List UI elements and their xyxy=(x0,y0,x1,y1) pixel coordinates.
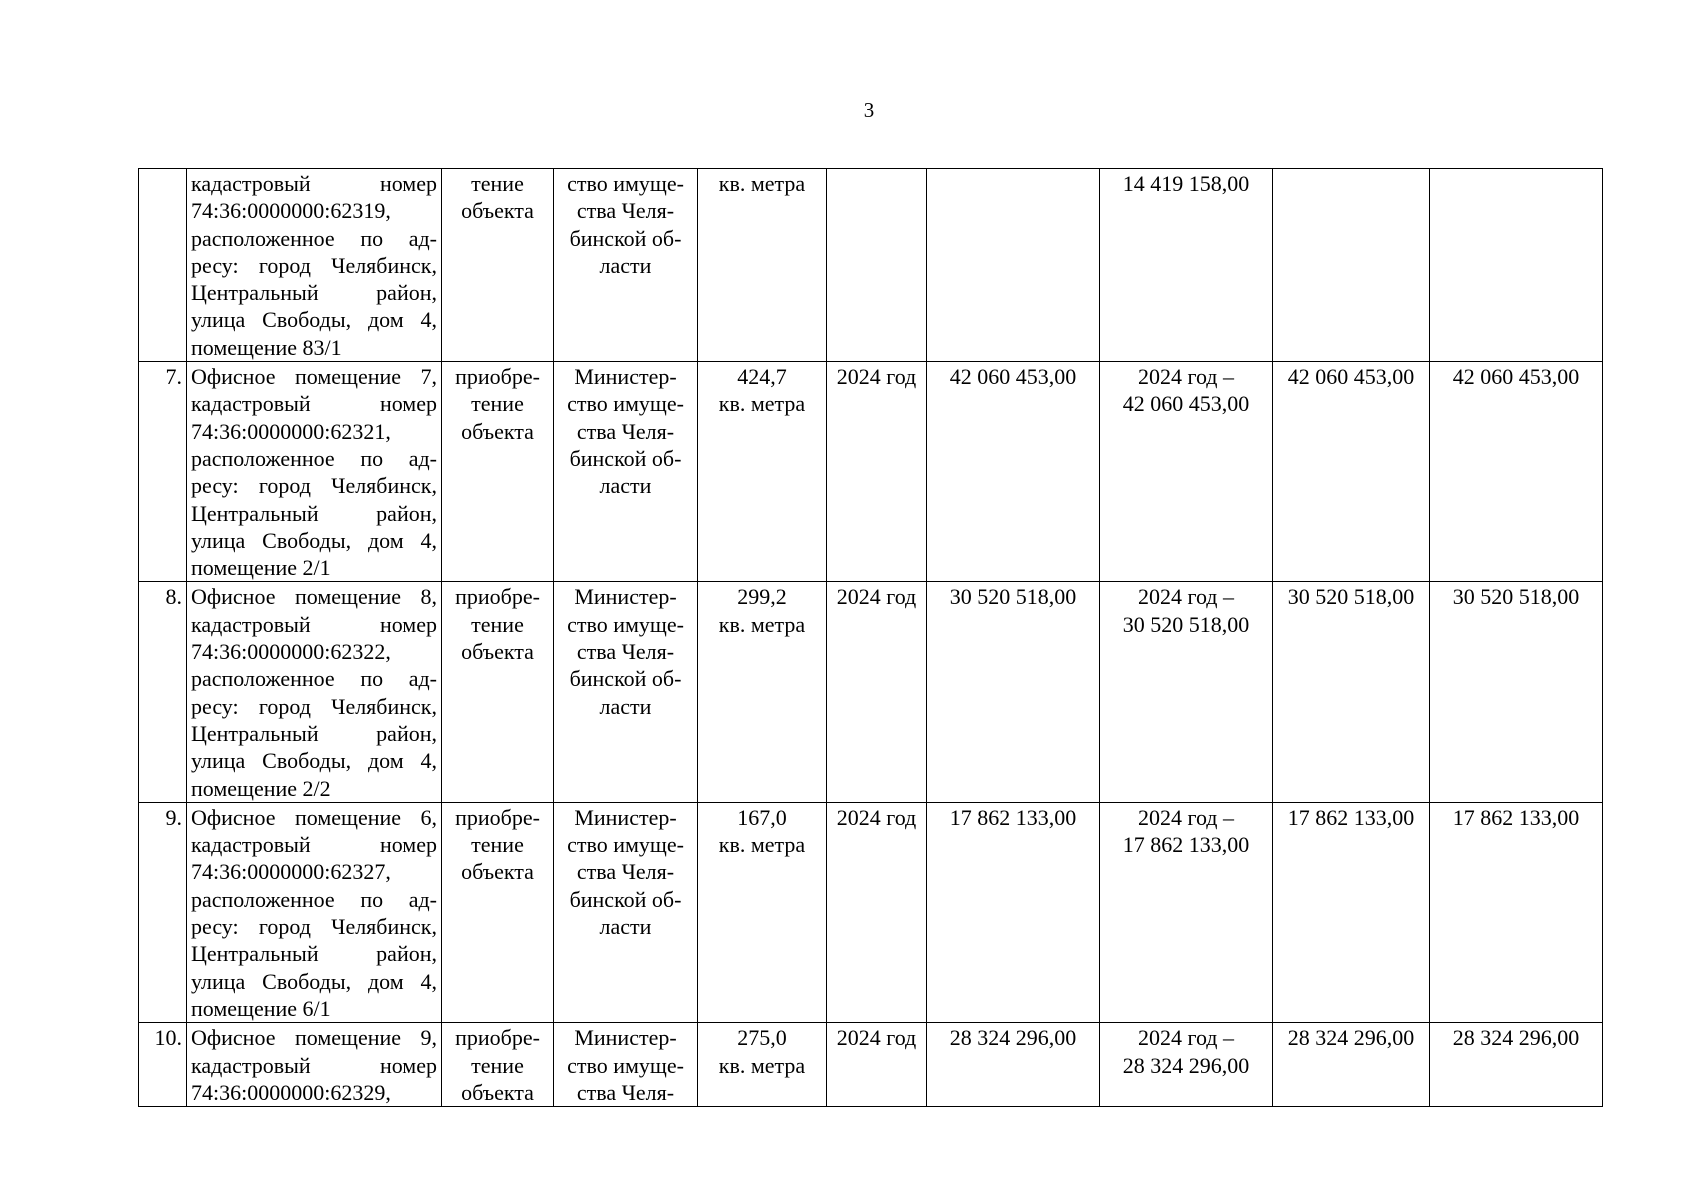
table-row xyxy=(139,362,1603,582)
table-row xyxy=(139,1023,1603,1107)
cell-line: Офисное помещение 9, xyxy=(191,1025,437,1051)
cell-line: Министер- xyxy=(574,804,677,830)
cell-line: ласти xyxy=(599,914,652,940)
area-cell xyxy=(698,169,827,362)
cell-line: кадастровый номер xyxy=(191,611,437,637)
property-table xyxy=(138,168,1603,1107)
cell-line: ресу: город Челябинск, xyxy=(191,693,437,719)
cell-line: ство имуще- xyxy=(567,611,684,637)
cell-line: приобре- xyxy=(455,364,540,390)
cell-line: Центральный район, xyxy=(191,280,437,306)
amount-cell xyxy=(1273,362,1430,582)
cell-line: 74:36:0000000:62321, xyxy=(191,418,391,444)
cell-text: 2024 год xyxy=(836,804,917,830)
cell-line: кв. метра xyxy=(718,391,806,417)
cost-cell xyxy=(927,169,1100,362)
amount-cell xyxy=(1273,1023,1430,1107)
cell-text: 2024 год xyxy=(836,1025,917,1051)
table-row xyxy=(139,169,1603,362)
row-number-cell xyxy=(139,1023,187,1107)
cell-line: 275,0 xyxy=(737,1025,787,1051)
cell-line: расположенное по ад- xyxy=(191,666,437,692)
responsible-body-cell xyxy=(554,1023,698,1107)
cell-line: 17 862 133,00 xyxy=(1122,832,1250,858)
responsible-body-cell xyxy=(554,362,698,582)
cell-line: объекта xyxy=(461,639,534,665)
cell-line: 299,2 xyxy=(737,584,787,610)
amount-cell xyxy=(1430,1023,1603,1107)
cell-text: 10. xyxy=(154,1025,182,1051)
schedule-cell xyxy=(1100,1023,1273,1107)
cell-line: 2024 год – xyxy=(1137,364,1235,390)
cell-line: 28 324 296,00 xyxy=(1122,1052,1250,1078)
cell-line: кадастровый номер xyxy=(191,1052,437,1078)
year-cell xyxy=(827,802,927,1022)
cell-line: тение xyxy=(471,1052,524,1078)
cell-line: улица Свободы, дом 4, xyxy=(191,968,437,994)
cell-line: ства Челя- xyxy=(576,859,675,885)
cell-line: 14 419 158,00 xyxy=(1122,171,1250,196)
cell-line: ресу: город Челябинск, xyxy=(191,473,437,499)
cost-cell xyxy=(927,1023,1100,1107)
cell-line: бинской об- xyxy=(569,886,682,912)
cell-line: 30 520 518,00 xyxy=(1122,611,1250,637)
purpose-cell xyxy=(442,802,554,1022)
cell-line: Офисное помещение 7, xyxy=(191,364,437,390)
amount-cell xyxy=(1430,169,1603,362)
cell-text: 17 862 133,00 xyxy=(1452,804,1580,830)
cell-line: улица Свободы, дом 4, xyxy=(191,748,437,774)
cell-line: тение xyxy=(471,391,524,417)
cell-line: помещение 2/1 xyxy=(191,555,331,581)
area-cell xyxy=(698,362,827,582)
cell-text: 7. xyxy=(165,364,182,390)
cell-text: 30 520 518,00 xyxy=(1452,584,1580,610)
cell-text: 17 862 133,00 xyxy=(1287,804,1415,830)
cost-cell xyxy=(927,582,1100,802)
cell-line: объекта xyxy=(461,859,534,885)
object-description-cell xyxy=(187,1023,442,1107)
row-number-cell xyxy=(139,802,187,1022)
responsible-body-cell xyxy=(554,169,698,362)
cell-text: 8. xyxy=(165,584,182,610)
cell-line: кв. метра xyxy=(718,611,806,637)
year-cell xyxy=(827,169,927,362)
purpose-cell xyxy=(442,582,554,802)
cell-line: ласти xyxy=(599,473,652,499)
cell-line: кв. метра xyxy=(718,171,806,196)
cell-line: расположенное по ад- xyxy=(191,445,437,471)
cell-line: объекта xyxy=(461,198,534,224)
cell-text: 28 324 296,00 xyxy=(1452,1025,1580,1051)
cell-text: 9. xyxy=(165,804,182,830)
cost-cell xyxy=(927,362,1100,582)
cell-line: ласти xyxy=(599,693,652,719)
cell-line: 424,7 xyxy=(737,364,787,390)
cell-line: ства Челя- xyxy=(576,198,675,224)
cell-text: 42 060 453,00 xyxy=(1452,364,1580,390)
cell-text: 30 520 518,00 xyxy=(949,584,1077,610)
cell-text: 2024 год xyxy=(836,364,917,390)
amount-cell xyxy=(1273,802,1430,1022)
cell-line: кадастровый номер xyxy=(191,391,437,417)
area-cell xyxy=(698,582,827,802)
cell-text: 28 324 296,00 xyxy=(949,1025,1077,1051)
cell-line: кв. метра xyxy=(718,1052,806,1078)
cell-line: кадастровый номер xyxy=(191,171,437,196)
cell-text: 17 862 133,00 xyxy=(949,804,1077,830)
cell-line: Министер- xyxy=(574,364,677,390)
cell-line: тение xyxy=(471,171,524,196)
row-number-cell xyxy=(139,582,187,802)
cell-line: 167,0 xyxy=(737,804,787,830)
cell-line: ресу: город Челябинск, xyxy=(191,252,437,278)
table-row xyxy=(139,582,1603,802)
cell-line: ресу: город Челябинск, xyxy=(191,914,437,940)
cell-line: 2024 год – xyxy=(1137,1025,1235,1051)
cell-line: ства Челя- xyxy=(576,418,675,444)
year-cell xyxy=(827,1023,927,1107)
cell-line: помещение 6/1 xyxy=(191,995,331,1021)
cell-line: бинской об- xyxy=(569,225,682,251)
amount-cell xyxy=(1430,362,1603,582)
table-row xyxy=(139,802,1603,1022)
area-cell xyxy=(698,1023,827,1107)
cell-line: Центральный район, xyxy=(191,720,437,746)
schedule-cell xyxy=(1100,582,1273,802)
cell-line: объекта xyxy=(461,418,534,444)
cell-text: 2024 год xyxy=(836,584,917,610)
responsible-body-cell xyxy=(554,802,698,1022)
row-number-cell xyxy=(139,169,187,362)
schedule-cell xyxy=(1100,169,1273,362)
amount-cell xyxy=(1430,802,1603,1022)
cell-line: Министер- xyxy=(574,1025,677,1051)
cost-cell xyxy=(927,802,1100,1022)
cell-line: улица Свободы, дом 4, xyxy=(191,527,437,553)
cell-text: 28 324 296,00 xyxy=(1287,1025,1415,1051)
cell-text: 30 520 518,00 xyxy=(1287,584,1415,610)
page-number: 3 xyxy=(863,98,875,122)
cell-line: 42 060 453,00 xyxy=(1122,391,1250,417)
amount-cell xyxy=(1273,169,1430,362)
year-cell xyxy=(827,582,927,802)
cell-line: 74:36:0000000:62327, xyxy=(191,859,391,885)
cell-line: 2024 год – xyxy=(1137,584,1235,610)
cell-line: приобре- xyxy=(455,584,540,610)
cell-line: ство имуще- xyxy=(567,391,684,417)
cell-line: 74:36:0000000:62319, xyxy=(191,198,391,224)
cell-line: приобре- xyxy=(455,804,540,830)
cell-line: кв. метра xyxy=(718,832,806,858)
cell-line: 74:36:0000000:62329, xyxy=(191,1079,391,1105)
cell-line: расположенное по ад- xyxy=(191,886,437,912)
cell-line: тение xyxy=(471,611,524,637)
cell-line: помещение 83/1 xyxy=(191,334,342,360)
object-description-cell xyxy=(187,802,442,1022)
amount-cell xyxy=(1273,582,1430,802)
purpose-cell xyxy=(442,1023,554,1107)
cell-line: ства Челя- xyxy=(576,639,675,665)
cell-line: помещение 2/2 xyxy=(191,775,331,801)
cell-line: 2024 год – xyxy=(1137,804,1235,830)
responsible-body-cell xyxy=(554,582,698,802)
cell-line: ласти xyxy=(599,252,652,278)
cell-line: ства Челя- xyxy=(576,1079,675,1105)
cell-line: ство имуще- xyxy=(567,1052,684,1078)
cell-line: кадастровый номер xyxy=(191,832,437,858)
cell-line: Офисное помещение 8, xyxy=(191,584,437,610)
cell-line: объекта xyxy=(461,1079,534,1105)
cell-line: Офисное помещение 6, xyxy=(191,804,437,830)
cell-line: тение xyxy=(471,832,524,858)
purpose-cell xyxy=(442,362,554,582)
area-cell xyxy=(698,802,827,1022)
cell-line: 74:36:0000000:62322, xyxy=(191,639,391,665)
cell-line: Центральный район, xyxy=(191,500,437,526)
cell-text: 42 060 453,00 xyxy=(949,364,1077,390)
cell-line: расположенное по ад- xyxy=(191,225,437,251)
object-description-cell xyxy=(187,169,442,362)
purpose-cell xyxy=(442,169,554,362)
schedule-cell xyxy=(1100,362,1273,582)
cell-line: ство имуще- xyxy=(567,832,684,858)
cell-text: 42 060 453,00 xyxy=(1287,364,1415,390)
table-body xyxy=(139,169,1603,1107)
cell-line: бинской об- xyxy=(569,445,682,471)
cell-line: улица Свободы, дом 4, xyxy=(191,307,437,333)
cell-line: ство имуще- xyxy=(567,171,684,196)
cell-line: Министер- xyxy=(574,584,677,610)
cell-line: приобре- xyxy=(455,1025,540,1051)
schedule-cell xyxy=(1100,802,1273,1022)
amount-cell xyxy=(1430,582,1603,802)
row-number-cell xyxy=(139,362,187,582)
cell-line: Центральный район, xyxy=(191,941,437,967)
object-description-cell xyxy=(187,362,442,582)
year-cell xyxy=(827,362,927,582)
cell-line: бинской об- xyxy=(569,666,682,692)
object-description-cell xyxy=(187,582,442,802)
